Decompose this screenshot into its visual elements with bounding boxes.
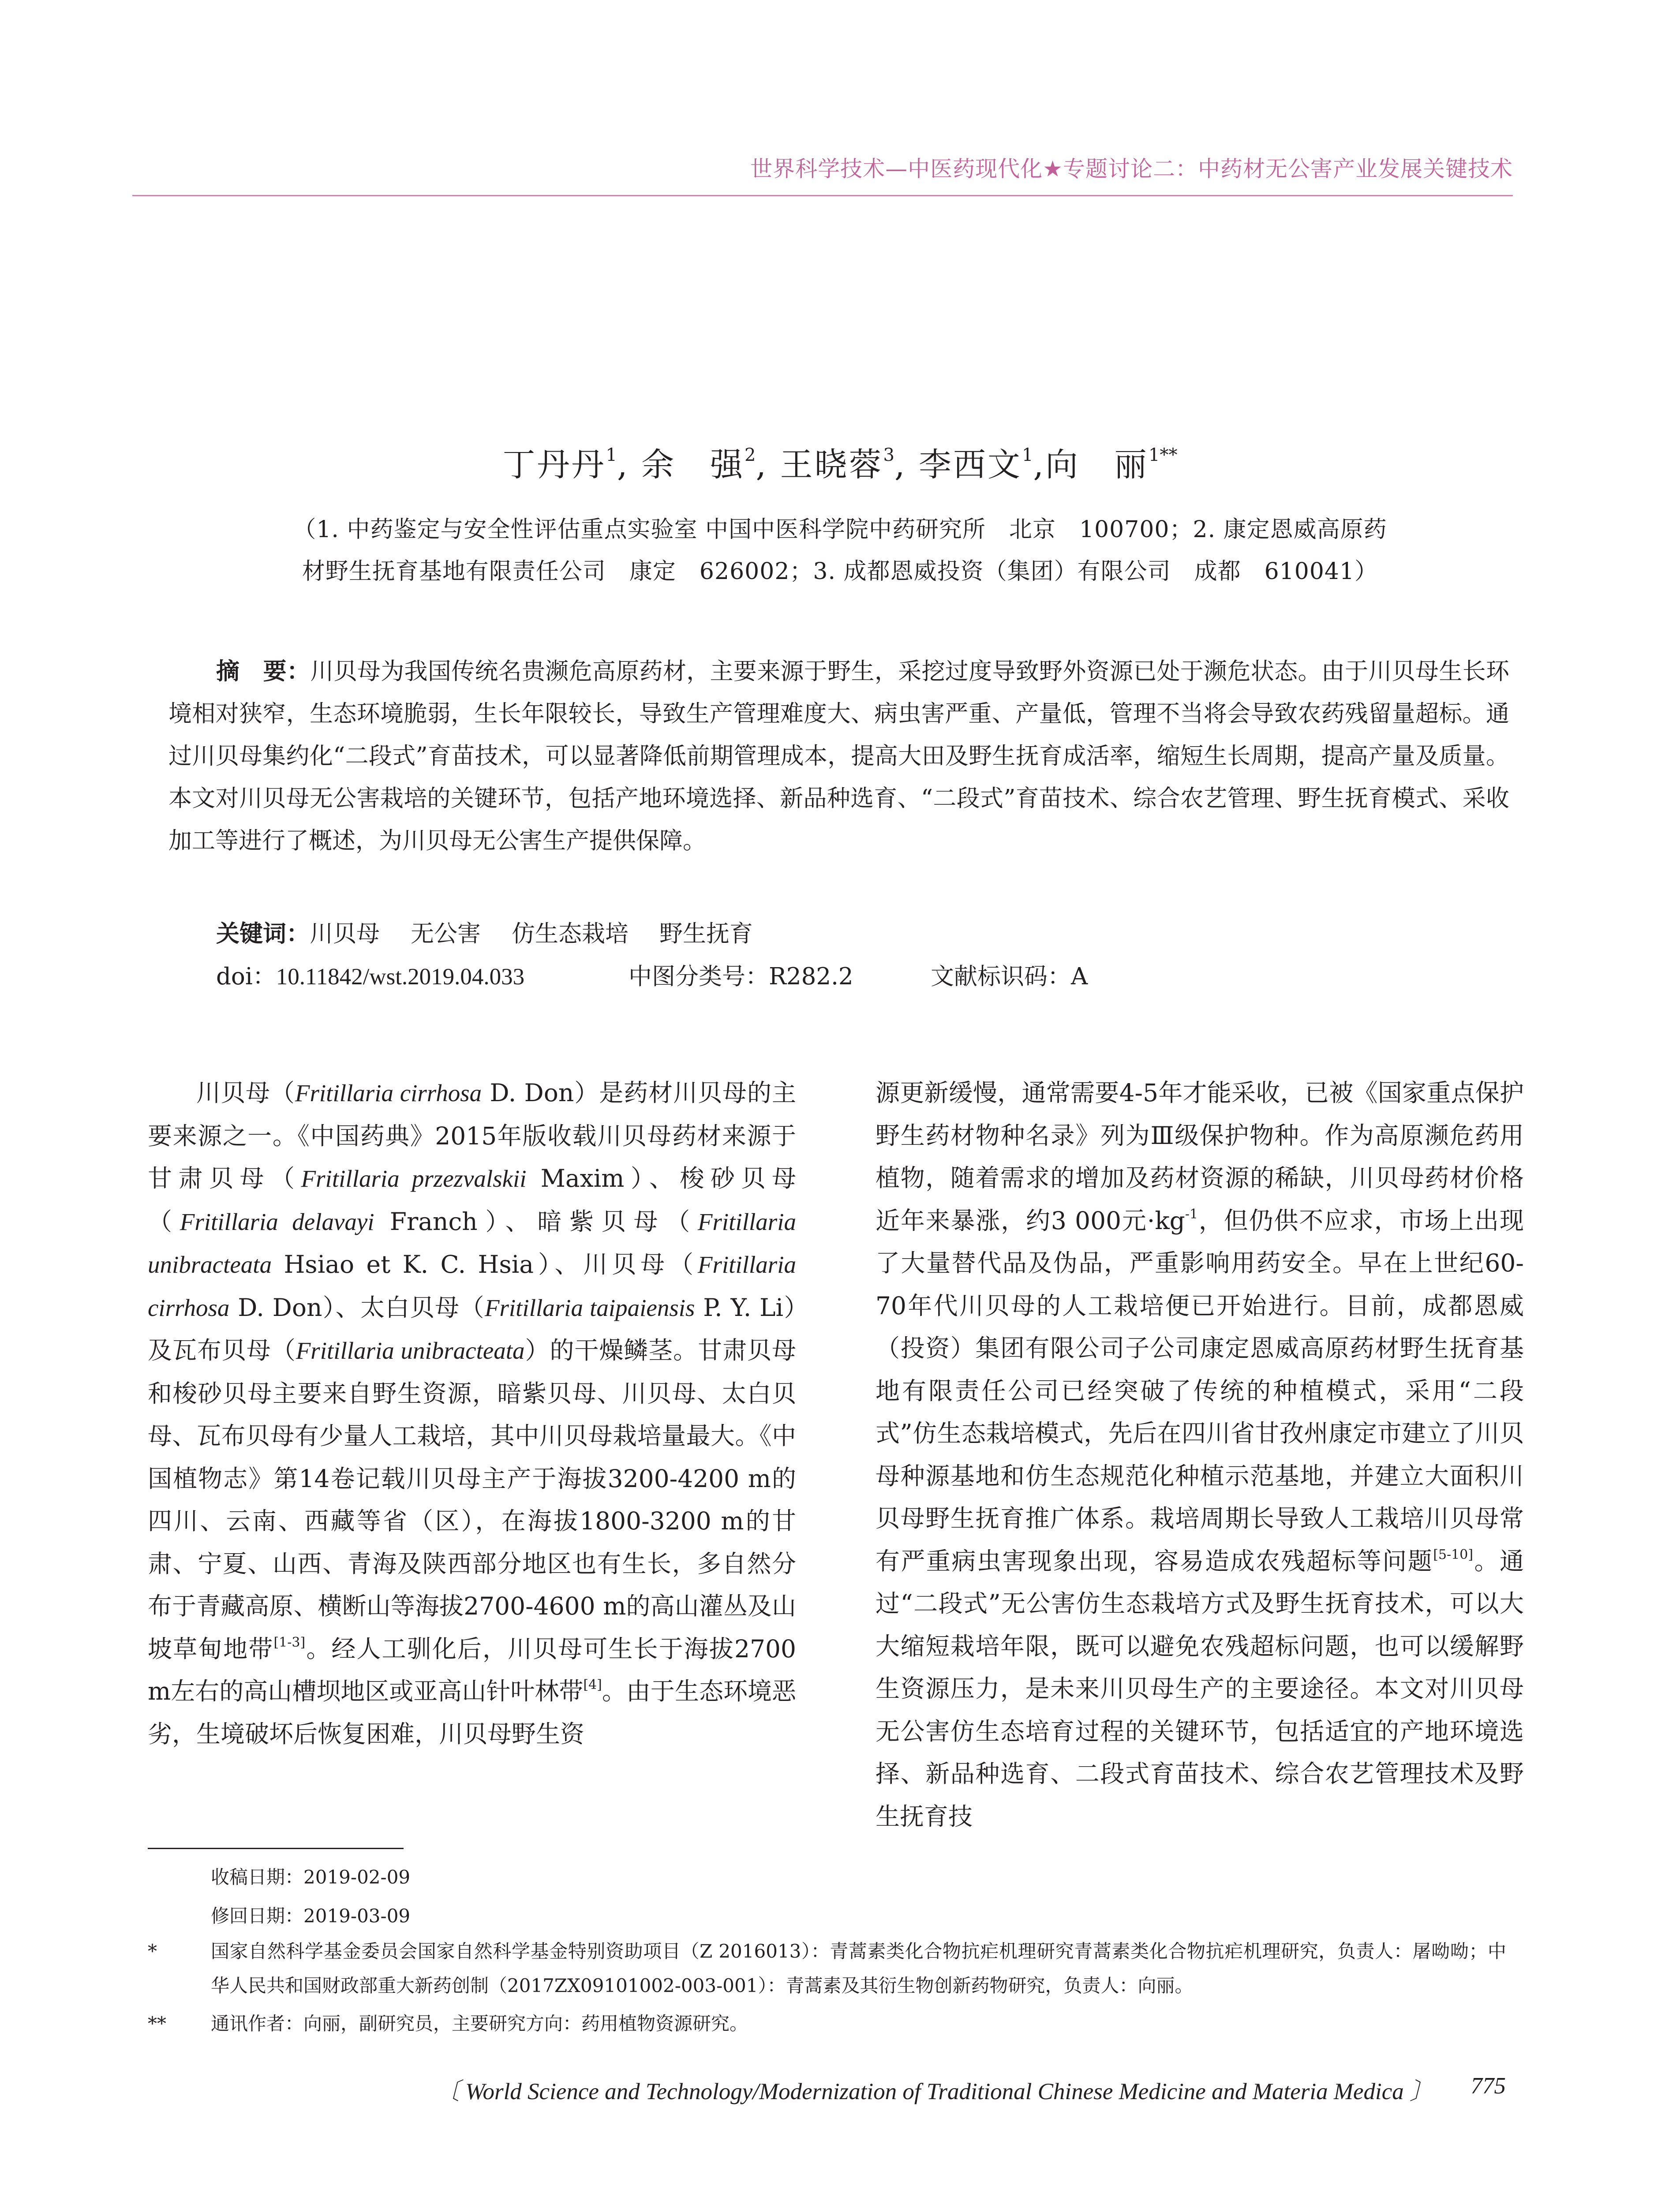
affiliation-line: 材野生抚育基地有限责任公司 康定 626002；3. 成都恩威投资（集团）有限公司 成都 610041）	[302, 558, 1378, 585]
page-footer	[0, 2073, 1680, 2108]
funding-text: 国家自然科学基金委员会国家自然科学基金特别资助项目（Z 2016013）：青蒿素类化合物抗疟机理研究青蒿素类化合物抗疟机理研究，负责人：屠呦呦；中华人民共和国财政部重大新药创制（2017ZX09101002-003-001）：青蒿素及其衍生物创新药物研究，负责人：向丽。	[211, 1940, 1506, 1996]
author-affiliation-mark: 2	[745, 445, 756, 465]
funding-footnote	[148, 1934, 1506, 2003]
author-name: 李西文	[919, 446, 1022, 484]
correspondence-text: 通讯作者：向丽，副研究员，主要研究方向：药用植物资源研究。	[211, 2013, 748, 2034]
body-paragraph: 源更新缓慢，通常需要4-5年才能采收，已被《国家重点保护野生药材物种名录》列为Ⅲ级保护物种。作为高原濒危药用植物，随着需求的增加及药材资源的稀缺，川贝母药材价格近年来暴涨，约3 000元$\cdot kg^{-1}$，但仍供不应求，市场上出现了大量替代品及伪品，严重影响用药安全。早在上世纪60-70年代川贝母的人工栽培便已开始进行。目前，成都恩威（投资）集团有限公司子公司康定恩威高原药材野生抚育基地有限责任公司已经突破了传统的种植模式，采用“二段式”仿生态栽培模式，先后在四川省甘孜州康定市建立了川贝母种源基地和仿生态规范化种植示范基地，并建立大面积川贝母野生抚育推广体系。栽培周期长导致人工栽培川贝母常有严重病虫害现象出现，容易造成农残超标等问题[5-10]。通过“二段式”无公害仿生态栽培方式及野生抚育技术，可以大大缩短栽培年限，既可以避免农残超标问题，也可以缓解野生资源压力，是未来川贝母生产的主要途径。本文对川贝母无公害仿生态培育过程的关键环节，包括适宜的产地环境选择、新品种选育、二段式育苗技术、综合农艺管理技术及野生抚育技	[876, 1079, 1524, 1831]
unit-exponent: -1	[1185, 1206, 1198, 1222]
classification-label: 中图分类号：	[629, 963, 769, 990]
correspondence-footnote	[148, 2007, 1506, 2041]
received-date: 收稿日期：2019-02-09	[211, 1866, 411, 1888]
page-number: 775	[1470, 2073, 1506, 2099]
footnote-mark: **	[148, 2013, 166, 2034]
species-name: Fritillaria taipaiensis	[484, 1294, 695, 1321]
abstract	[168, 650, 1509, 862]
keywords-label: 关键词：	[216, 920, 310, 947]
document-code-label: 文献标识码：	[931, 963, 1071, 990]
abstract-text: 川贝母为我国传统名贵濒危高原药材，主要来源于野生，采挖过度导致野外资源已处于濒危状态。由于川贝母生长环境相对狭窄，生态环境脆弱，生长年限较长，导致生产管理难度大、病虫害严重、产量低，管理不当将会导致农药残留量超标。通过川贝母集约化“二段式”育苗技术，可以显著降低前期管理成本，提高大田及野生抚育成活率，缩短生长周期，提高产量及质量。本文对川贝母无公害栽培的关键环节，包括产地环境选择、新品种选育、“二段式”育苗技术、综合农艺管理、野生抚育模式、采收加工等进行了概述，为川贝母无公害生产提供保障。	[168, 658, 1510, 854]
author-name: 向 丽	[1045, 446, 1149, 484]
footnote-rule	[148, 1848, 404, 1849]
author-affiliation-mark: 1**	[1149, 445, 1178, 465]
species-name: Fritillaria delavayi	[180, 1208, 374, 1235]
author-name: 余 强	[641, 446, 745, 484]
keyword: 野生抚育	[659, 920, 753, 947]
author-affiliation-mark: 3	[883, 445, 894, 465]
citation[interactable]: [5-10]	[1433, 1547, 1474, 1562]
author-affiliation-mark: 1	[1022, 445, 1033, 465]
article-metadata	[216, 958, 1088, 991]
author-list: 丁丹丹$^1$, 余 强$^2$, 王晓蓉$^3$, 李西文$^1$,向 丽$^{1**}$	[502, 445, 1178, 484]
author-name: 王晓蓉	[780, 446, 883, 484]
species-name: Fritillaria przezvalskii	[301, 1165, 527, 1192]
citation[interactable]: [4]	[583, 1677, 602, 1693]
body-column-right	[876, 1072, 1524, 1838]
running-head	[132, 143, 1513, 196]
document-code-value: A	[1071, 963, 1088, 990]
body-column-left	[148, 1072, 796, 1755]
keyword: 川贝母	[310, 920, 380, 947]
doi-value[interactable]: 10.11842/wst.2019.04.033	[276, 964, 525, 990]
journal-name: 〔 World Science and Technology/Modernization of Traditional Chinese Medicine and Materia Medica 〕	[436, 2079, 1433, 2104]
classification-number	[629, 958, 853, 991]
running-head-rule	[132, 195, 1513, 196]
species-name: Fritillaria cirrhosa	[295, 1080, 482, 1106]
document-code	[931, 958, 1088, 991]
revised-date: 修回日期：2019-03-09	[211, 1905, 411, 1927]
abstract-label: 摘 要：	[216, 658, 311, 685]
author-affiliation-mark: 1	[606, 445, 617, 465]
keyword: 仿生态栽培	[512, 920, 629, 947]
running-head-title: 世界科学技术—中医药现代化★专题讨论二：中药材无公害产业发展关键技术	[750, 156, 1513, 182]
citation[interactable]: [1-3]	[273, 1634, 306, 1650]
species-name: Fritillaria unibracteata	[148, 1208, 796, 1278]
affiliation-line: （1. 中药鉴定与安全性评估重点实验室 中国中医科学院中药研究所 北京 100700；2. 康定恩威高原药	[293, 516, 1387, 543]
species-name: Fritillaria cirrhosa	[148, 1251, 796, 1321]
species-name: Fritillaria unibracteata	[296, 1337, 525, 1364]
footnote-mark: *	[148, 1940, 157, 1962]
author-name: 丁丹丹	[502, 446, 606, 484]
doi-label: doi：	[216, 963, 276, 990]
body-paragraph: 川贝母（Fritillaria cirrhosa D. Don）是药材川贝母的主要来源之一。《中国药典》2015年版收载川贝母药材来源于甘肃贝母（Fritillaria przezvalskii Maxim）、梭砂贝母（Fritillaria delavayi Franch）、暗紫贝母（Fritillaria unibracteata Hsiao et K. C. Hsia）、川贝母（Fritillaria cirrhosa D. Don）、太白贝母（Fritillaria taipaiensis P. Y. Li）及瓦布贝母（Fritillaria unibracteata）的干燥鳞茎。甘肃贝母和梭砂贝母主要来自野生资源，暗紫贝母、川贝母、太白贝母、瓦布贝母有少量人工栽培，其中川贝母栽培量最大。《中国植物志》第14卷记载川贝母主产于海拔3200-4200 m的四川、云南、西藏等省（区），在海拔1800-3200 m的甘肃、宁夏、山西、青海及陕西部分地区也有生长，多自然分布于青藏高原、横断山等海拔2700-4600 m的高山灌丛及山坡草甸地带[1-3]。经人工驯化后，川贝母可生长于海拔2700 m左右的高山槽坝地区或亚高山针叶林带[4]。由于生态环境恶劣，生境破坏后恢复困难，川贝母野生资	[148, 1079, 797, 1748]
keywords	[216, 915, 784, 949]
keyword: 无公害	[411, 920, 481, 947]
classification-value: R282.2	[769, 963, 853, 990]
